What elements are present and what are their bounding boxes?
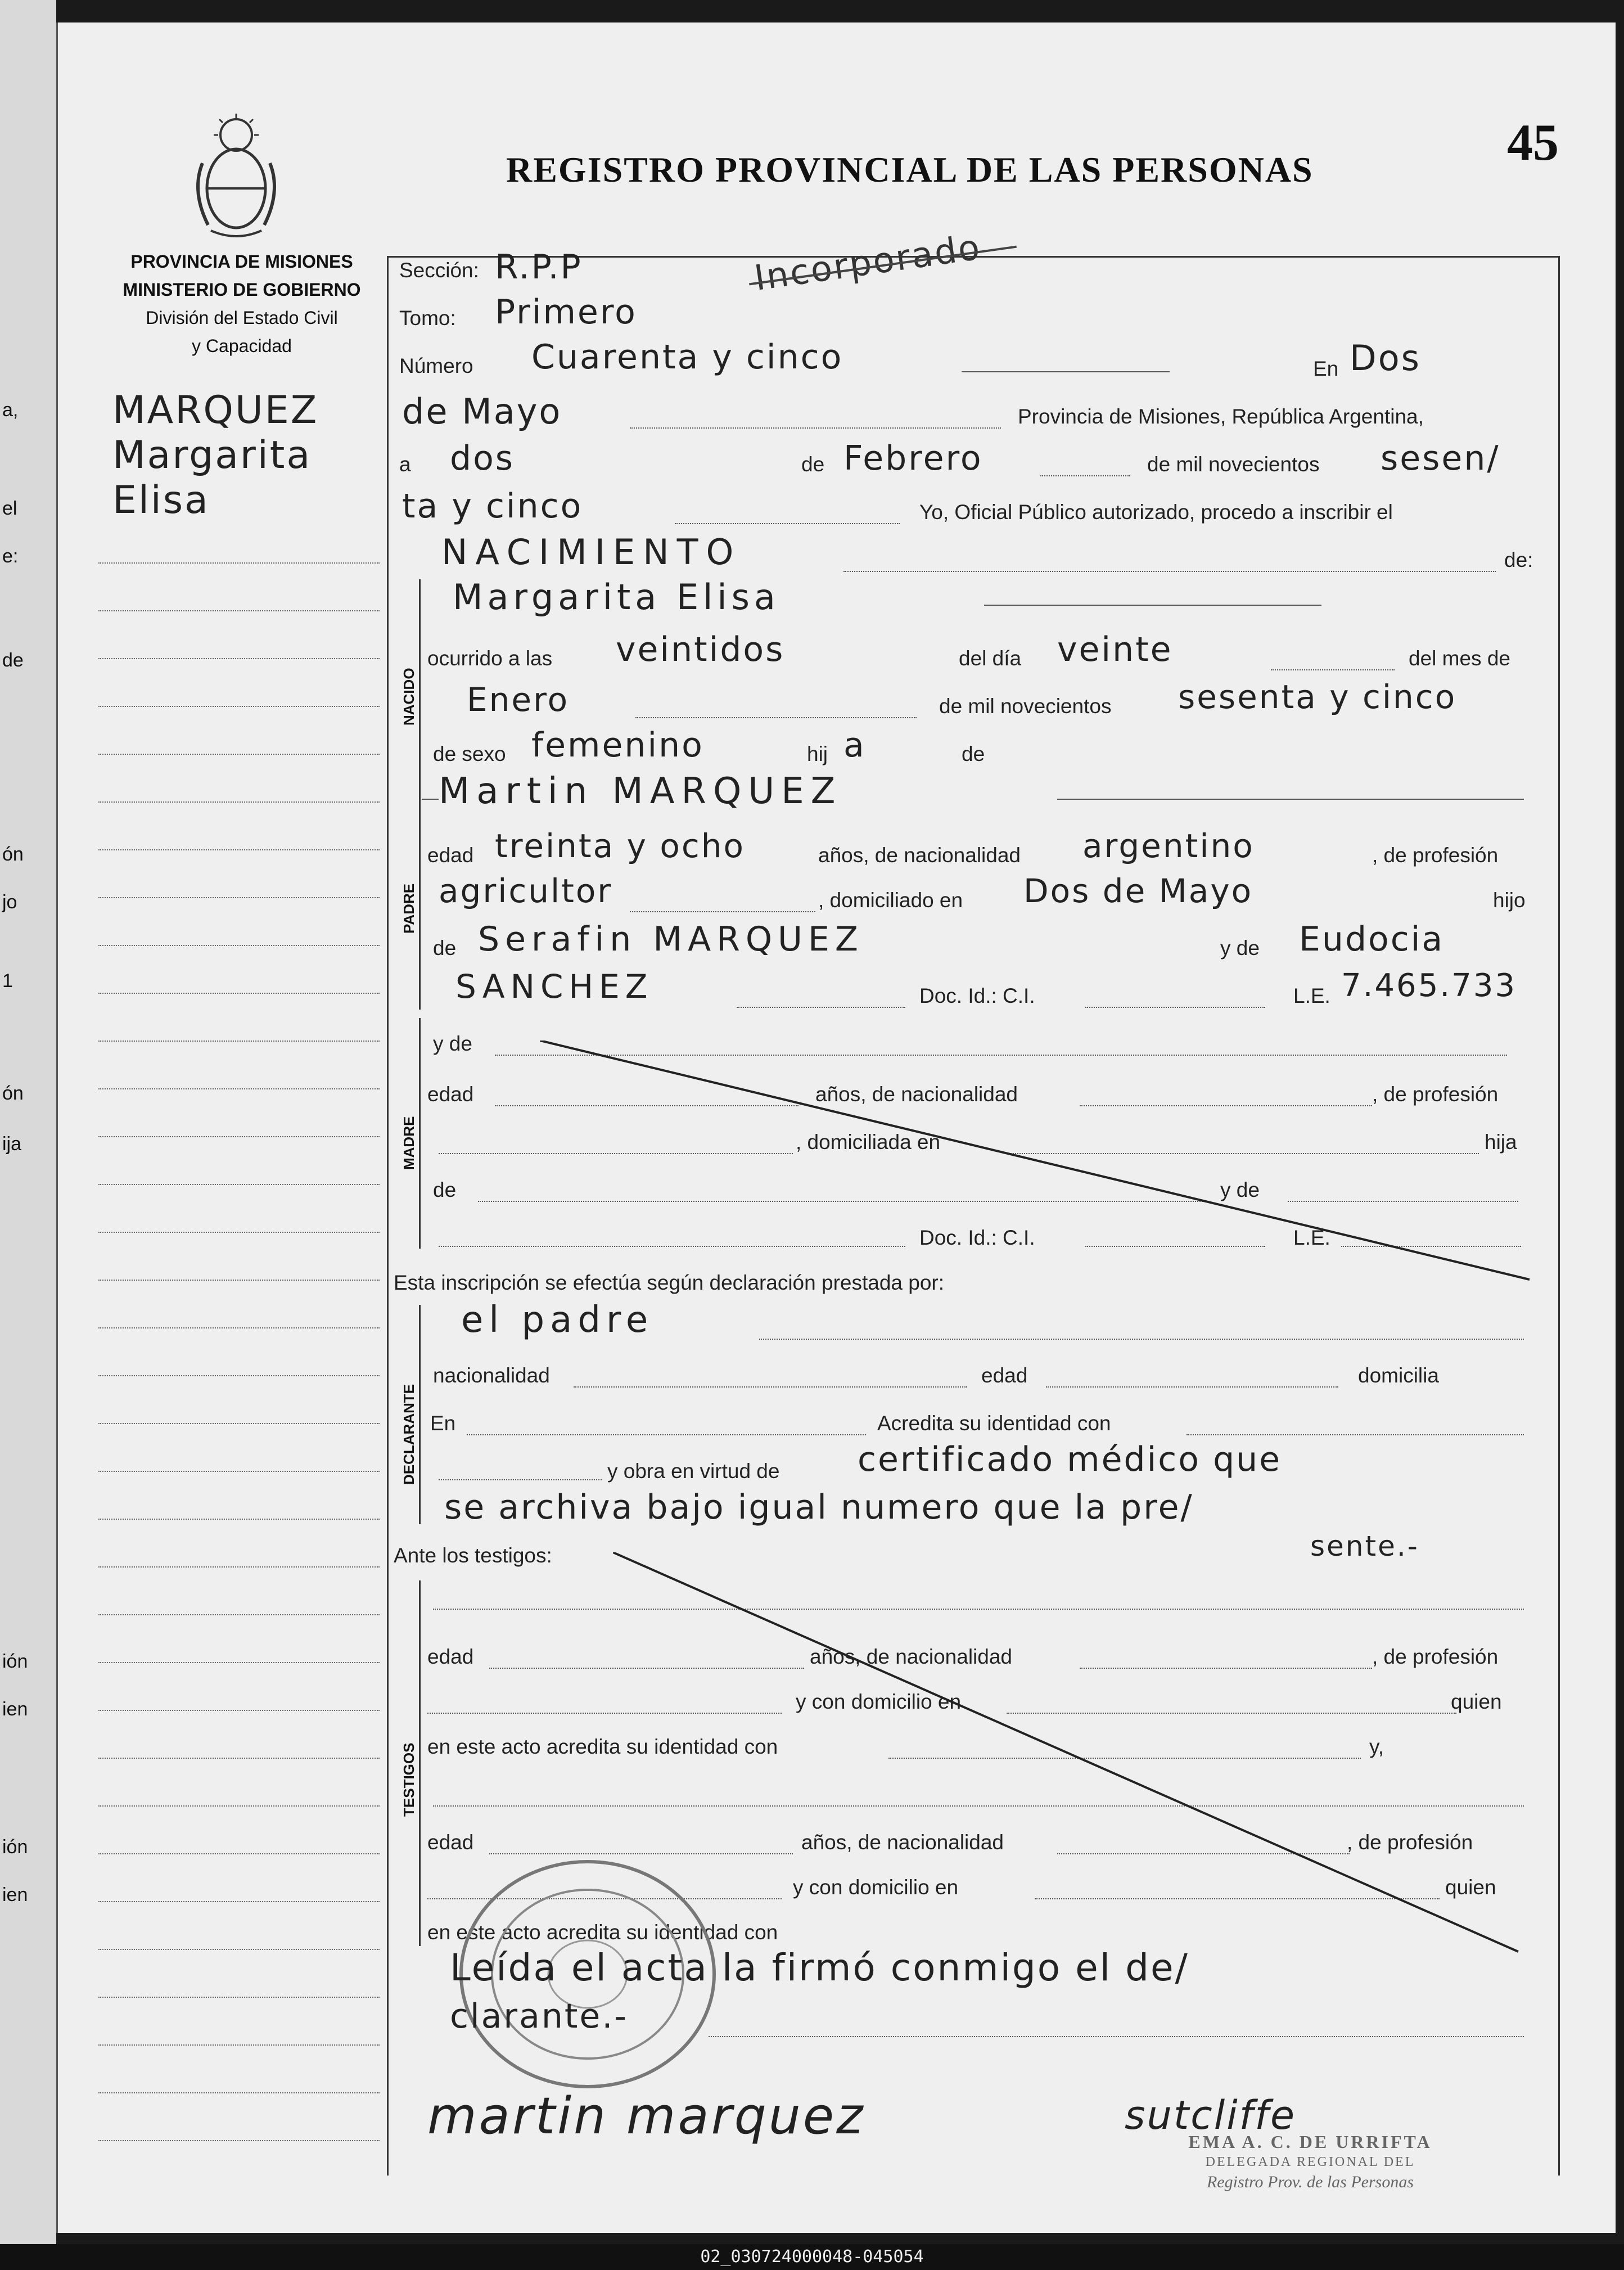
madre-cancel-line xyxy=(540,1041,1541,1282)
page-number: 45 xyxy=(1507,114,1559,171)
stamp-line: DELEGADA REGIONAL DEL xyxy=(1205,2155,1415,2169)
anio-nac-value: sesenta y cinco xyxy=(1178,678,1457,716)
anos-nac-label: años, de nacionalidad xyxy=(818,844,1021,867)
coat-of-arms-icon xyxy=(186,112,287,242)
section-padre: PADRE xyxy=(400,883,417,934)
padre-nac-value: argentino xyxy=(1082,827,1255,865)
ante-testigos-label: Ante los testigos: xyxy=(394,1544,552,1567)
y-de-label: y de xyxy=(1220,936,1260,960)
struck-annotation: Incorporado xyxy=(751,226,984,299)
strip-text: ien xyxy=(2,1699,28,1720)
inscripcion-label: Esta inscripción se efectúa según declaración prestada por: xyxy=(394,1271,945,1294)
en-label: En xyxy=(1313,357,1339,380)
hija-label: hija xyxy=(1485,1131,1517,1154)
margin-name xyxy=(112,388,318,523)
madre-profesion-label: , de profesión xyxy=(1372,1083,1499,1106)
testigos-cancel-line xyxy=(613,1552,1524,1957)
hij-value: a xyxy=(843,726,866,765)
testigo1-quien-label: quien xyxy=(1451,1690,1502,1713)
obra-label: y obra en virtud de xyxy=(607,1460,780,1483)
acredita-label: Acredita su identidad con xyxy=(877,1412,1111,1435)
padre-value: Martin MARQUEZ xyxy=(439,771,842,812)
org-line: MINISTERIO DE GOBIERNO xyxy=(123,280,361,300)
testigo2-anos-label: años, de nacionalidad xyxy=(801,1831,1004,1854)
lugar-value: de Mayo xyxy=(402,391,562,432)
margin-surname: MARQUEZ xyxy=(112,388,319,433)
scan-id-footer: 02_030724000048-045054 xyxy=(0,2244,1624,2270)
padre-prof-value: agricultor xyxy=(439,872,613,910)
org-line: División del Estado Civil xyxy=(146,308,338,328)
madre-y-de-label-2: y de xyxy=(1220,1178,1260,1201)
issuing-office xyxy=(79,247,405,360)
de-colon-label: de: xyxy=(1504,548,1533,571)
testigo1-y-label: y, xyxy=(1369,1735,1384,1758)
doc-id-label: Doc. Id.: C.I. xyxy=(919,984,1035,1007)
de-label-3: de xyxy=(433,936,457,960)
de-profesion-label: , de profesión xyxy=(1372,844,1499,867)
testigo2-acredita-label: en este acto acredita su identidad con xyxy=(427,1921,778,1944)
margin-given-name: Elisa xyxy=(112,478,210,523)
en-value: Dos xyxy=(1350,337,1421,379)
testigo2-edad-label: edad xyxy=(427,1831,474,1854)
strip-text: a, xyxy=(2,399,19,421)
stamp-line: EMA A. C. DE URRIFTA xyxy=(1188,2132,1432,2152)
seccion-label: Sección: xyxy=(399,259,479,282)
anio-value: sesen/ xyxy=(1381,439,1500,478)
le-label: L.E. xyxy=(1293,984,1330,1007)
strip-text: el xyxy=(2,498,17,519)
testigo2-profesion-label: , de profesión xyxy=(1347,1831,1473,1854)
adjacent-page-strip xyxy=(0,0,56,2244)
madre-anos-label: años, de nacionalidad xyxy=(815,1083,1018,1106)
domiciliada-label: , domiciliada en xyxy=(796,1131,941,1154)
section-madre: MADRE xyxy=(400,1116,417,1170)
strip-text: ión xyxy=(2,1651,28,1672)
abuelo-value: Serafin MARQUEZ xyxy=(478,920,864,959)
madre-y-de-label: y de xyxy=(433,1032,472,1055)
declarante-en-label: En xyxy=(430,1412,456,1435)
lectura-value-1: Leída el acta la firmó conmigo el de/ xyxy=(450,1946,1189,1989)
strip-text: jo xyxy=(2,891,17,913)
le-number: 7.465.733 xyxy=(1341,967,1517,1004)
testigo1-edad-label: edad xyxy=(427,1645,474,1668)
de-label-2: de xyxy=(962,742,985,765)
strip-text: ón xyxy=(2,844,24,865)
hora-value: veintidos xyxy=(616,630,785,669)
testigo1-acredita-label: en este acto acredita su identidad con xyxy=(427,1735,778,1758)
madre-le-label: L.E. xyxy=(1293,1226,1330,1249)
testigo1-anos-label: años, de nacionalidad xyxy=(810,1645,1013,1668)
official-stamp xyxy=(1147,2132,1473,2192)
section-declarante: DECLARANTE xyxy=(400,1384,417,1485)
edad-label: edad xyxy=(427,844,474,867)
strip-text: ón xyxy=(2,1083,24,1104)
firma-padre: martin marquez xyxy=(427,2087,865,2146)
stamp-line: Registro Prov. de las Personas xyxy=(1206,2173,1414,2191)
dia-nac-value: veinte xyxy=(1057,630,1173,669)
nombre-value: Margarita Elisa xyxy=(453,576,780,618)
strip-text: ión xyxy=(2,1836,28,1858)
mes-nac-value: Enero xyxy=(467,681,570,719)
padre-edad-value: treinta y ocho xyxy=(495,827,745,865)
declarante-edad-label: edad xyxy=(981,1364,1028,1387)
a-label: a xyxy=(399,453,411,476)
testigo1-domicilio-label: y con domicilio en xyxy=(796,1690,962,1713)
section-nacido: NACIDO xyxy=(400,668,417,726)
testigo2-quien-label: quien xyxy=(1445,1876,1496,1899)
abuela-surname-value: SANCHEZ xyxy=(455,967,653,1006)
madre-doc-id-label: Doc. Id.: C.I. xyxy=(919,1226,1035,1249)
provincia-label: Provincia de Misiones, República Argentina, xyxy=(1018,405,1424,428)
testigo1-profesion-label: , de profesión xyxy=(1372,1645,1499,1668)
ocurrido-label: ocurrido a las xyxy=(427,647,553,670)
madre-de-label: de xyxy=(433,1178,457,1201)
hijo-label: hijo xyxy=(1493,889,1526,912)
de-mil-label-2: de mil novecientos xyxy=(939,695,1112,718)
testigo2-domicilio-label: y con domicilio en xyxy=(793,1876,959,1899)
strip-text: de xyxy=(2,650,24,671)
org-line: y Capacidad xyxy=(192,336,292,356)
firma-oficial: sutcliffe xyxy=(1125,2092,1297,2138)
numero-label: Número xyxy=(399,354,473,377)
padre-dom-value: Dos de Mayo xyxy=(1023,872,1253,910)
strip-text: ija xyxy=(2,1133,22,1155)
domiciliado-label: , domiciliado en xyxy=(818,889,963,912)
strip-text: ien xyxy=(2,1884,28,1906)
mes-value: Febrero xyxy=(843,439,983,478)
hij-label: hij xyxy=(807,742,828,765)
seccion-value: R.P.P xyxy=(495,247,583,287)
madre-edad-label: edad xyxy=(427,1083,474,1106)
del-mes-label: del mes de xyxy=(1409,647,1510,670)
obra-value-2: se archiva bajo igual numero que la pre/ xyxy=(444,1488,1194,1527)
dia-value: dos xyxy=(450,439,515,478)
document-title: REGISTRO PROVINCIAL DE LAS PERSONAS xyxy=(506,150,1314,190)
numero-value: Cuarenta y cinco xyxy=(531,337,843,377)
abuela-value: Eudocia xyxy=(1299,920,1445,959)
anio-value-cont: ta y cinco xyxy=(402,487,583,526)
de-label: de xyxy=(801,453,825,476)
nacionalidad-label: nacionalidad xyxy=(433,1364,550,1387)
de-mil-label: de mil novecientos xyxy=(1147,453,1320,476)
acto-value: NACIMIENTO xyxy=(441,532,742,573)
declarante-value: el padre xyxy=(461,1299,654,1341)
tomo-label: Tomo: xyxy=(399,307,456,330)
strip-text: 1 xyxy=(2,970,13,992)
sexo-value: femenino xyxy=(531,726,704,765)
obra-value-1: certificado médico que xyxy=(858,1440,1282,1479)
yo-oficial-label: Yo, Oficial Público autorizado, procedo a inscribir el xyxy=(919,501,1393,524)
lectura-value-2: clarante.- xyxy=(450,1997,629,2036)
section-testigos: TESTIGOS xyxy=(400,1742,417,1817)
tomo-value: Primero xyxy=(495,292,637,332)
org-line: PROVINCIA DE MISIONES xyxy=(130,251,353,272)
de-sexo-label: de sexo xyxy=(433,742,506,765)
margin-given-name: Margarita xyxy=(112,433,312,478)
del-dia-label: del día xyxy=(959,647,1022,670)
obra-value-3: sente.- xyxy=(1310,1530,1419,1562)
domicilia-label: domicilia xyxy=(1358,1364,1439,1387)
strip-text: e: xyxy=(2,546,19,567)
